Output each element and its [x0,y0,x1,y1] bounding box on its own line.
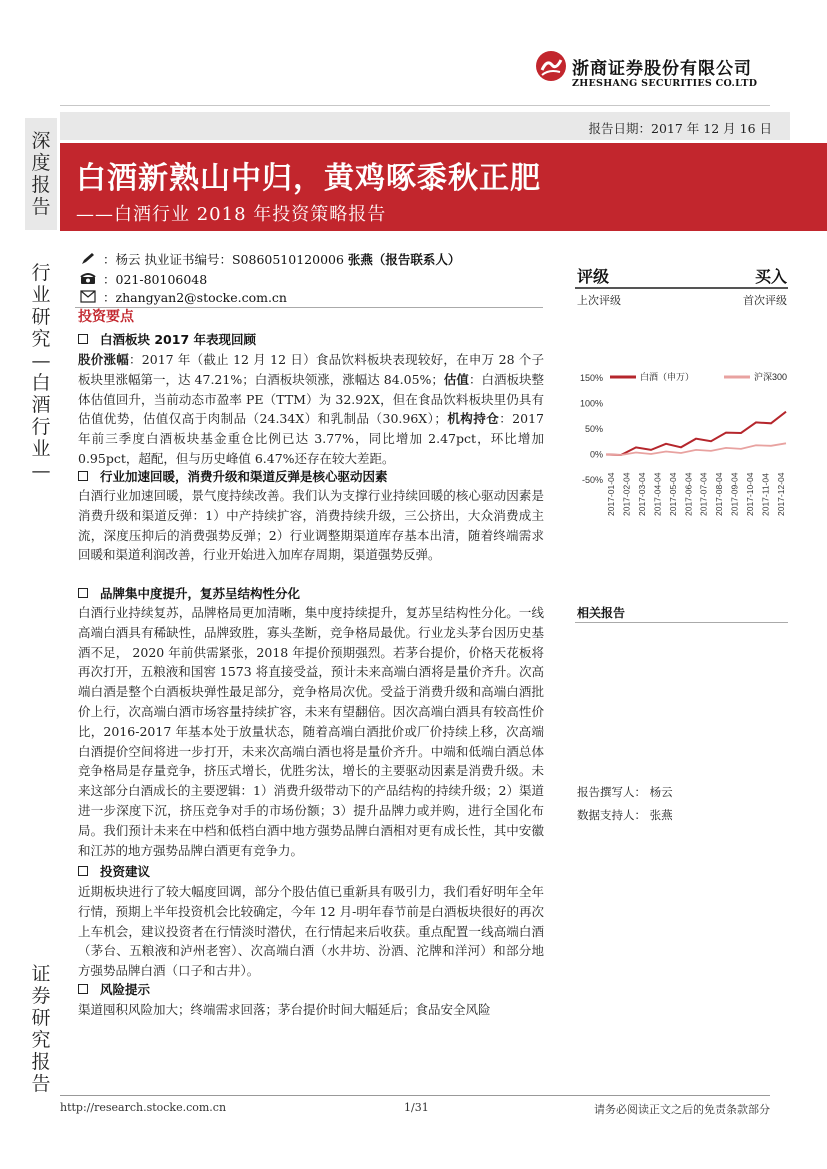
related-reports-heading: 相关报告 [577,606,626,620]
data-supporter: 数据支持人： 张燕 [577,808,673,822]
section-title: 投资要点 [78,309,134,325]
sidebar-bottom-label: 证券研究报告 [31,963,51,1095]
analyst-line [103,250,460,268]
phone-number: ：021-80106048 [103,272,208,287]
x-tick-label: 2017-12-04 [776,472,786,516]
analyst-divider [75,307,543,308]
x-tick-label: 2017-09-04 [729,472,740,516]
series-line-baijiu [606,412,786,455]
contact-person: 张燕（报告联系人） [347,252,461,267]
footer-disclaimer: 请务必阅读正文之后的免责条款部分 [594,1103,770,1116]
subheading-performance: 白酒板块 2017 年表现回顾 [78,330,256,348]
paragraph-risks: 渠道囤积风险加大；终端需求回落；茅台提价时间大幅延后；食品安全风险 [78,1002,491,1017]
phone-icon [80,272,96,285]
y-tick-label: 50% [584,424,603,434]
y-tick-label: 0% [589,449,603,460]
report-date: 报告日期：2017 年 12 月 16 日 [588,121,772,136]
x-tick-label: 2017-10-04 [745,472,756,516]
x-tick-label: 2017-07-04 [698,472,709,516]
x-tick-label: 2017-03-04 [636,472,647,516]
rating-label: 评级 [577,267,610,286]
subheading-risks: 风险提示 [78,980,150,998]
paragraph-investment: 近期板块进行了较大幅度回调，部分个股估值已重新具有吸引力，我们看好明年全年行情，预期上半年投资机会比较确定，今年 12 月-明年春节前是白酒板块很好的再次上车机会，建议投资者在行情淡时潜伏，在行情起来后收获。重点配置一线高端白酒（茅台、五粮液和泸州老窖）、次高端白酒（水井坊、汾酒、沱牌和洋河）和部分地方强势品牌白酒（口子和古井）。 [78,884,544,979]
mail-icon [80,290,96,303]
x-tick-label: 2017-08-04 [714,472,725,516]
x-tick-label: 2017-05-04 [667,472,678,516]
report-writer: 报告撰写人： 杨云 [577,785,673,799]
header-divider [60,105,770,106]
company-logo-icon [535,50,567,82]
x-tick-label: 2017-04-04 [652,472,663,516]
x-tick-label: 2017-02-04 [621,472,632,516]
previous-rating-value: 首次评级 [743,294,787,307]
checkbox-bullet-icon [78,866,88,876]
previous-rating-label: 上次评级 [577,294,621,307]
checkbox-bullet-icon [78,984,88,994]
y-tick-label: -50% [581,475,603,485]
analyst-names: ：杨云 执业证书编号：S0860510120006 [103,252,348,267]
x-tick-label: 2017-06-04 [683,472,694,516]
x-tick-label: 2017-01-04 [606,472,616,516]
paragraph-concentration: 白酒行业持续复苏，品牌格局更加清晰，集中度持续提升，复苏呈结构性分化。一线高端白酒具有稀缺性，品牌致胜，寡头垄断，竞争格局最优。行业龙头茅台因历史基酒不足， 2020 年前供需紧张，2018 年提价预期强烈。若茅台提价，价格天花板将再次打开，五粮液和国窖 1573 将直接受益，预计未来高端白酒将是量价齐升。次高端白酒是整个白酒板块弹性最足部分，竞争格局次优。受益于消费升级和高端白酒批价上行，次高端白酒市场容量持续扩容，未来有望翻倍。因次高端白酒具有较高性价比，2016-2017 年基本处于放量状态，随着高端白酒批价或厂价持续上移，次高端白酒提价空间将进一步打开，未来次高端白酒也将是量价齐升。中端和低端白酒总体竞争格局是存量竞争，挤压式增长，优胜劣汰，增长的主要驱动因素是消费升级。未来这部分白酒成长的主要逻辑：1）消费升级带动下的产品结构的持续升级；2）渠道进一步深度下沉，挤压竞争对手的市场份额；3）提升品牌力或并购，进行全国化布局。我们预计未来在中档和低档白酒中地方强势品牌白酒相对更有成长性，其中安徽和江苏的地方强势品牌白酒更有竞争力。 [78,605,544,858]
paragraph-performance: 股价涨幅：2017 年（截止 12 月 12 日）食品饮料板块表现较好，在申万 28 个子板块里涨幅第一，达 47.21%；白酒板块领涨，涨幅达 84.05%；估值：白酒板块整体估值回升，当前动态市盈率 PE（TTM）为 32.92X，但在食品饮料板块里仍具有估值优势，估值仅高于肉制品（24.34X）和乳制品（30.96X）；机构持仓：2017 年前三季度白酒板块基金重仓比例已达 3.77%，同比增加 2.47pct，环比增加 0.95pct，超配，但与历史峰值 6.47%还存在较大差距。 [78,352,544,466]
report-type-label: 深度报告 [31,130,51,218]
rating-divider [575,287,788,289]
paragraph-drivers: 白酒行业加速回暖，景气度持续改善。我们认为支撑行业持续回暖的核心驱动因素是消费升级和渠道反弹：1）中产持续扩容，消费持续升级，三公挤出，大众消费成主流，深度压抑后的消费强势反弹；2）行业调整期渠道库存基本出清，随着终端需求回暖和渠道利润改善，行业开始进入加库存周期，渠道强势反弹。 [78,488,544,563]
footer-url[interactable]: http://research.stocke.com.cn [60,1101,227,1114]
report-title: 白酒新熟山中归，黄鸡啄黍秋正肥 [76,161,541,196]
page-number: 1/31 [404,1101,429,1114]
report-subtitle: ——白酒行业 2018 年投资策略报告 [76,204,387,225]
company-name-en: ZHESHANG SECURITIES CO.LTD [572,78,758,89]
sidebar-industry-label: 行业研究—白酒行业— [31,262,51,482]
rating-value: 买入 [754,267,787,286]
checkbox-bullet-icon [78,334,88,344]
footer-divider [60,1095,770,1096]
checkbox-bullet-icon [78,588,88,598]
y-tick-label: 100% [579,398,603,409]
email-address: ：zhangyan2@stocke.com.cn [103,290,287,305]
related-reports-divider [575,622,788,623]
y-tick-label: 150% [579,373,603,383]
x-tick-label: 2017-11-04 [760,473,771,516]
company-name-cn: 浙商证券股份有限公司 [572,59,752,79]
legend-label: 白酒（申万） [640,372,695,382]
pen-icon [80,252,96,265]
performance-chart [574,364,790,520]
checkbox-bullet-icon [78,471,88,481]
subheading-concentration: 品牌集中度提升，复苏呈结构性分化 [78,584,300,602]
legend-label: 沪深300 [754,372,788,382]
subheading-drivers: 行业加速回暖，消费升级和渠道反弹是核心驱动因素 [78,467,388,485]
subheading-investment: 投资建议 [78,862,150,880]
